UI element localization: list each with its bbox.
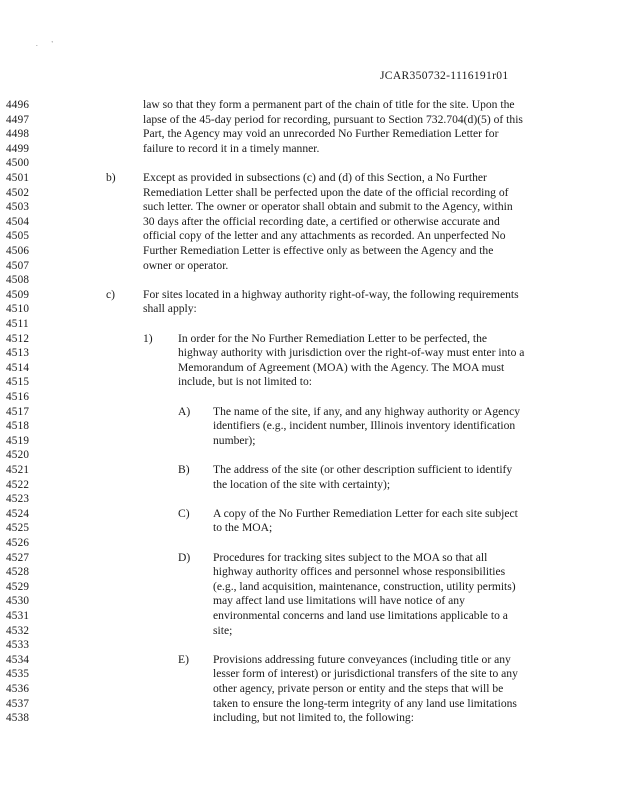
text-line: site; [213,623,233,637]
line-number: 4497 [6,113,30,126]
line-number: 4524 [6,507,30,520]
text-line: lapse of the 45-day period for recording, pursuant to Section 732.704(d)(5) of this [143,112,523,126]
line-number: 4504 [6,215,30,228]
text-line: (e.g., land acquisition, maintenance, construction, utility permits) [213,579,516,593]
line-number: 4507 [6,259,30,272]
text-line: Further Remediation Letter is effective only as between the Agency and the [143,244,494,257]
text-line: law so that they form a permanent part of the chain of title for the site. Upon the [143,98,515,111]
text-line: For sites located in a highway authority right-of-way, the following requirements [143,287,519,301]
line-number: 4523 [6,493,30,506]
text-line: The name of the site, if any, and any highway authority or Agency [213,404,521,418]
text-line: A copy of the No Further Remediation Letter for each site subject [213,506,518,520]
line-number: 4508 [6,274,30,287]
line-number: 4512 [6,332,30,345]
text-line: official copy of the letter and any attachments as recorded. An unperfected No [143,229,506,243]
subsection-label-b: b) [106,171,116,184]
line-number: 4519 [6,434,30,447]
line-number: 4502 [6,186,30,199]
text-line: Memorandum of Agreement (MOA) with the Agency. The MOA must [178,360,505,374]
text-line: to the MOA; [213,521,273,535]
line-number: 4536 [6,683,30,695]
text-line: The address of the site (or other description sufficient to identify [213,463,513,476]
line-number: 4503 [6,201,30,214]
text-line: failure to record it in a timely manner. [143,141,320,155]
item-label: E) [178,652,189,666]
line-number: 4517 [6,405,30,418]
text-line: number); [213,433,256,447]
item-label: C) [178,506,190,520]
line-number: 4509 [6,288,30,301]
text-line: 30 days after the official recording date, a certified or otherwise accurate and [143,214,500,228]
text-line: may affect land use limitations will have notice of any [213,594,465,608]
document-header-id: JCAR350732-1116191r01 [380,69,509,82]
text-line: Part, the Agency may void an unrecorded No Further Remediation Letter for [143,127,499,141]
line-number: 4532 [6,624,30,637]
line-number: 4534 [6,653,30,666]
text-line: Provisions addressing future conveyances (including title or any [213,652,511,666]
line-number: 4522 [6,478,30,491]
text-line: In order for the No Further Remediation Letter to be perfected, the [178,331,488,345]
line-number: 4520 [6,449,30,462]
text-line: such letter. The owner or operator shall obtain and submit to the Agency, within [143,200,513,214]
text-line: owner or operator. [143,258,229,272]
line-number: 4496 [6,99,30,111]
line-number: 4505 [6,230,30,243]
text-line: Except as provided in subsections (c) and (d) of this Section, a No Further [143,171,487,184]
line-number: 4538 [6,712,30,725]
text-line: Procedures for tracking sites subject to the MOA so that all [213,550,488,564]
line-number: 4537 [6,697,30,710]
text-line: shall apply: [143,302,197,316]
text-line: include, but is not limited to: [178,375,312,389]
text-line: identifiers (e.g., incident number, Illinois inventory identification [213,419,516,433]
text-line: taken to ensure the long-term integrity of any land use limitations [213,696,517,710]
line-number: 4529 [6,580,30,593]
line-number: 4511 [6,318,29,330]
text-line: highway authority offices and personnel whose responsibilities [213,565,506,579]
line-number: 4501 [6,172,30,184]
item-label-c1: 1) [143,331,153,345]
text-line: other agency, private person or entity and the steps that will be [213,682,504,695]
line-number: 4506 [6,245,30,257]
text-line: the location of the site with certainty); [213,477,391,491]
line-number: 4499 [6,142,30,155]
subsection-label-c: c) [106,287,116,301]
line-number: 4513 [6,347,30,360]
line-number: 4530 [6,595,30,608]
line-number: 4526 [6,537,30,549]
scan-corner-marks: . ' [36,40,59,48]
line-number: 4510 [6,303,30,316]
line-number: 4500 [6,157,30,170]
item-label: D) [178,550,191,564]
line-number: 4498 [6,128,30,141]
line-number: 4515 [6,376,30,389]
text-line: lesser form of interest) or jurisdictional transfers of the site to any [213,667,518,681]
line-number: 4531 [6,610,30,622]
line-number: 4521 [6,464,30,476]
item-label: A) [178,404,191,418]
line-number: 4528 [6,566,30,579]
text-line: Remediation Letter shall be perfected upon the date of the official recording of [143,185,509,199]
text-line: highway authority with jurisdiction over the right-of-way must enter into a [178,346,525,360]
line-number: 4527 [6,551,30,564]
text-line: including, but not limited to, the following: [213,711,414,725]
line-number: 4533 [6,639,30,652]
line-number: 4525 [6,522,30,535]
line-number: 4516 [6,391,30,403]
item-label: B) [178,463,190,476]
line-number: 4514 [6,361,30,374]
line-number: 4535 [6,668,30,681]
text-line: environmental concerns and land use limitations applicable to a [213,609,508,622]
line-number: 4518 [6,420,30,433]
